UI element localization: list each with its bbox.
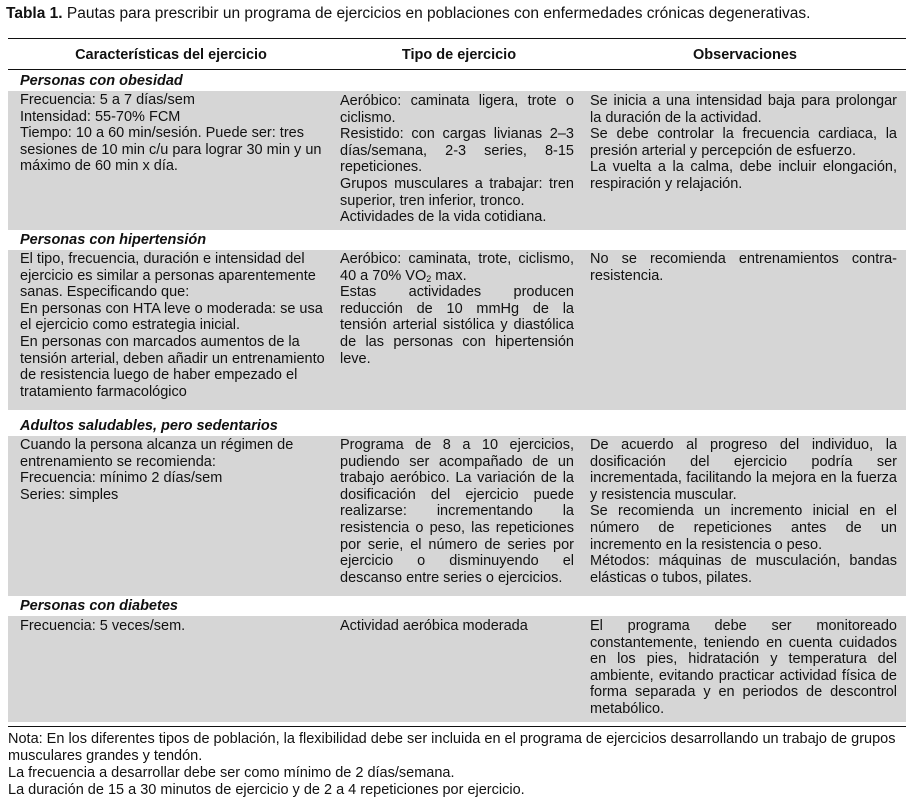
header-characteristics: Características del ejercicio bbox=[75, 47, 267, 63]
sedentary-char-line: Series: simples bbox=[20, 486, 119, 503]
hypertension-type-line: Aeróbico: caminata, trote, ciclismo, 40 a 70% $VO_2$ max. bbox=[340, 251, 574, 284]
section-body-obesity bbox=[8, 91, 906, 230]
sedentary-observations bbox=[590, 437, 897, 586]
obesity-type-line: Grupos musculares a trabajar: tren superior, tren inferior, tronco. bbox=[340, 175, 574, 209]
hypertension-char-line: En personas con marcados aumentos de la tensión arterial, deben añadir un entrenamiento de resistencia luego de haber empezado el tratamiento farmacológico bbox=[20, 333, 325, 400]
obesity-type-line: Resistido: con cargas livianas 2–3 días/semana, 2-3 series, 8-15 repeticiones. bbox=[340, 126, 574, 176]
table-notes bbox=[8, 731, 908, 799]
caption-label: Tabla 1. bbox=[6, 5, 63, 22]
section-title-sedentary-adults: Adultos saludables, pero sedentarios bbox=[8, 416, 906, 436]
obesity-obs-line: Se inicia a una intensidad baja para prolongar la duración de la actividad. bbox=[590, 93, 897, 126]
table-header-rule bbox=[8, 69, 906, 70]
obesity-char-line: Tiempo: 10 a 60 min/sesión. Puede ser: tres sesiones de 10 min c/u para lograr 30 min y un máximo de 60 min x día. bbox=[20, 125, 322, 175]
hypertension-char-line: El tipo, frecuencia, duración e intensidad del ejercicio es similar a personas aparentemente sanas. Especificando que: bbox=[20, 251, 316, 301]
diabetes-observations bbox=[590, 618, 897, 718]
section-title-diabetes: Personas con diabetes bbox=[8, 596, 906, 616]
diabetes-characteristics bbox=[20, 618, 326, 635]
section-title-hypertension: Personas con hipertensión bbox=[8, 230, 906, 250]
hypertension-char-line: En personas con HTA leve o moderada: se usa el ejercicio como estrategia inicial. bbox=[20, 300, 323, 334]
diabetes-obs-line: El programa debe ser monitoreado constantemente, teniendo en cuenta cuidados en los pies, hidratación y temperatura del ambiente, evitando practicar actividad física de forma separada y en periodos de descontrol metabólico. bbox=[590, 618, 897, 717]
hypertension-type-line: Estas actividades producen reducción de 10 mmHg de la tensión arterial sistólica y diastólica de las personas con hipertensión leve. bbox=[340, 284, 574, 367]
diabetes-type-line: Actividad aeróbica moderada bbox=[340, 618, 528, 634]
note-line: Nota: En los diferentes tipos de población, la flexibilidad debe ser incluida en el programa de ejercicios desarrollando un trabajo de grupos musculares grandes y tendón. bbox=[8, 731, 896, 764]
table-header-row bbox=[8, 41, 906, 69]
obesity-type-line: Actividades de la vida cotidiana. bbox=[340, 209, 547, 226]
note-line: La frecuencia a desarrollar debe ser como mínimo de 2 días/semana. bbox=[8, 765, 455, 781]
sedentary-characteristics bbox=[20, 437, 326, 503]
section-title-obesity: Personas con obesidad bbox=[8, 71, 906, 91]
sedentary-obs-line: De acuerdo al progreso del individuo, la dosificación del ejercicio podría ser incrementada, facilitando la mejora en la fuerza y resistencia muscular. bbox=[590, 437, 897, 503]
diabetes-char-line: Frecuencia: 5 veces/sem. bbox=[20, 618, 186, 634]
note-line: La duración de 15 a 30 minutos de ejercicio y de 2 a 4 repeticiones por ejercicio. bbox=[8, 782, 525, 798]
section-body-hypertension bbox=[8, 250, 906, 410]
obesity-type-line: Aeróbico: caminata ligera, trote o ciclismo. bbox=[340, 93, 574, 126]
obesity-observations bbox=[590, 93, 897, 193]
sedentary-char-line: Cuando la persona alcanza un régimen de entrenamiento se recomienda: bbox=[20, 437, 294, 470]
sedentary-type-line: Programa de 8 a 10 ejercicios, pudiendo ser acompañado de un trabajo aeróbico. La variación de la dosificación del ejercicio puede realizarse: incrementando la resistencia o peso, las repeticiones por serie, el número de series por ejercicio o disminuyendo el descanso entre series o ejercicios. bbox=[340, 437, 574, 586]
hypertension-characteristics bbox=[20, 251, 326, 400]
sedentary-type bbox=[340, 437, 574, 586]
obesity-obs-line: La vuelta a la calma, debe incluir elongación, respiración y relajación. bbox=[590, 159, 897, 192]
diabetes-type bbox=[340, 618, 574, 635]
table-bottom-rule bbox=[8, 726, 906, 727]
obesity-char-line: Intensidad: 55-70% FCM bbox=[20, 108, 181, 125]
header-observations: Observaciones bbox=[693, 47, 797, 63]
table-top-rule bbox=[8, 38, 906, 39]
header-type: Tipo de ejercicio bbox=[401, 47, 517, 63]
obesity-characteristics bbox=[20, 92, 326, 175]
hypertension-observations bbox=[590, 251, 897, 284]
obesity-type bbox=[340, 93, 574, 226]
hypertension-type bbox=[340, 251, 574, 367]
caption-text: Pautas para prescribir un programa de ejercicios en poblaciones con enfermedades crónicas degenerativas. bbox=[66, 5, 811, 22]
section-body-sedentary-adults bbox=[8, 436, 906, 596]
hypertension-obs-line: No se recomienda entrenamientos contra-resistencia. bbox=[590, 251, 897, 284]
sedentary-obs-line: Métodos: máquinas de musculación, bandas elásticas o tubos, pilates. bbox=[590, 553, 897, 586]
obesity-char-line: Frecuencia: 5 a 7 días/sem bbox=[20, 92, 195, 108]
sedentary-obs-line: Se recomienda un incremento inicial en el número de repeticiones antes de un incremento en la resistencia o peso. bbox=[590, 503, 897, 553]
table-caption bbox=[6, 4, 810, 24]
sedentary-char-line: Frecuencia: mínimo 2 días/sem bbox=[20, 470, 223, 487]
obesity-obs-line: Se debe controlar la frecuencia cardiaca, la presión arterial y percepción de esfuerzo. bbox=[590, 126, 897, 159]
section-body-diabetes bbox=[8, 616, 906, 722]
